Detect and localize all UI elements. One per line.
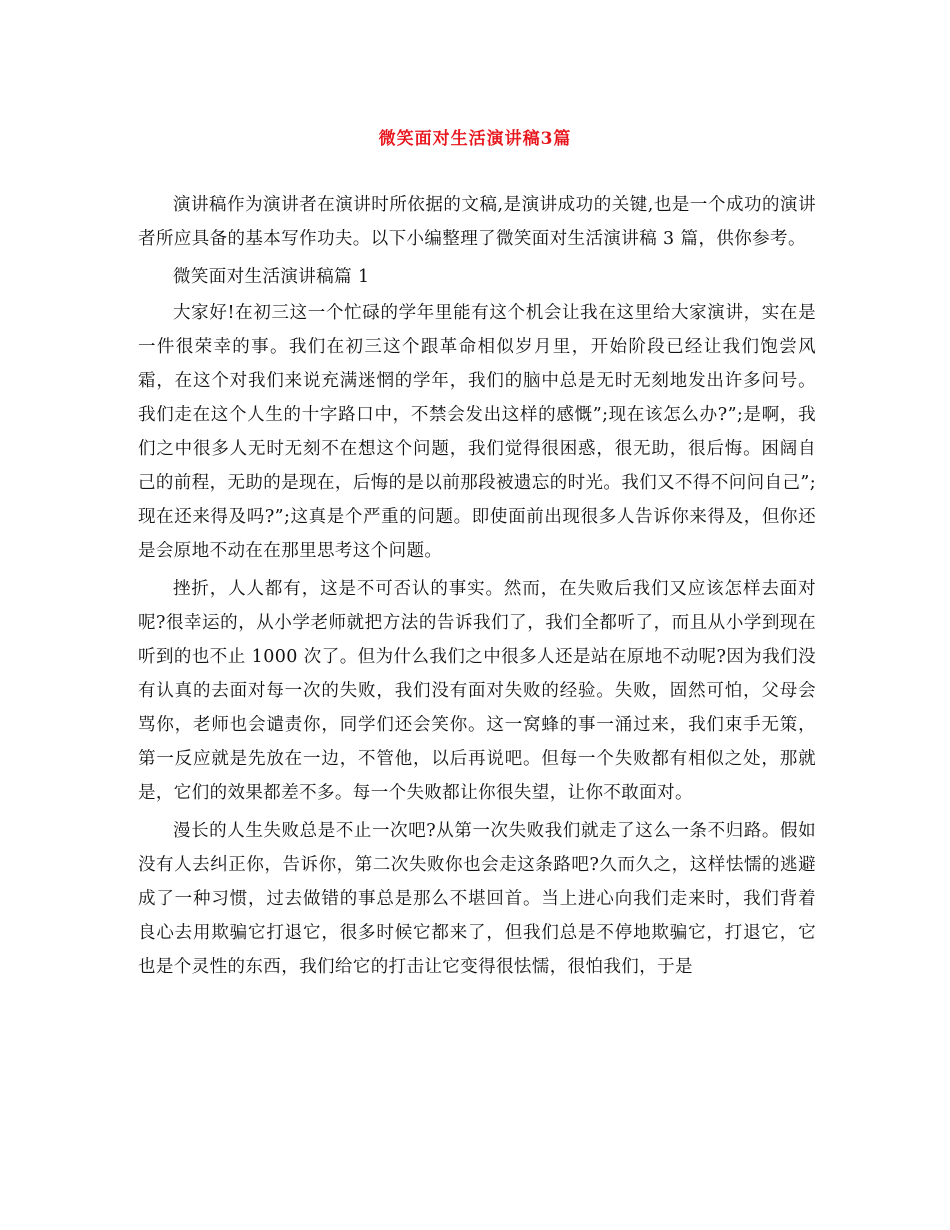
body-paragraph: 漫长的人生失败总是不止一次吧?从第一次失败我们就走了这么一条不归路。假如没有人去纠正你，告诉你，第二次失败你也会走这条路吧?久而久之，这样怯懦的逃避成了一种习惯，过去做错的事总是那么不堪回首。当上进心向我们走来时，我们背着良心去用欺骗它打退它，很多时候它都来了，但我们总是不停地欺骗它，打退它，它也是个灵性的东西，我们给它的打击让它变得很怯懦，很怕我们，于是: [138, 821, 816, 977]
body-paragraph: 大家好!在初三这一个忙碌的学年里能有这个机会让我在这里给大家演讲，实在是一件很荣幸的事。我们在初三这个跟革命相似岁月里，开始阶段已经让我们饱尝风霜，在这个对我们来说充满迷惘的学年，我们的脑中总是无时无刻地发出许多问号。我们走在这个人生的十字路口中，不禁会发出这样的感慨”;现在该怎么办?”;是啊，我们之中很多人无时无刻不在想这个问题，我们觉得很困惑，很无助，很后悔。困阔自己的前程，无助的是现在，后悔的是以前那段被遗忘的时光。我们又不得不问问自己”;现在还来得及吗?”;这真是个严重的问题。即使面前出现很多人告诉你来得及，但你还是会原地不动在在那里思考这个问题。: [138, 303, 816, 561]
section-heading: 微笑面对生活演讲稿篇 1: [173, 267, 370, 287]
document-title: 微笑面对生活演讲稿3篇: [378, 129, 572, 149]
document-body: [138, 188, 816, 988]
intro-paragraph: 演讲稿作为演讲者在演讲时所依据的文稿,是演讲成功的关键,也是一个成功的演讲者所应具备的基本写作功夫。以下小编整理了微笑面对生活演讲稿 3 篇，供你参考。: [138, 195, 816, 249]
body-paragraph: 挫折，人人都有，这是不可否认的事实。然而，在失败后我们又应该怎样去面对呢?很幸运的，从小学老师就把方法的告诉我们了，我们全都听了，而且从小学到现在听到的也不止 1000 次了。但为什么我们之中很多人还是站在原地不动呢?因为我们没有认真的去面对每一次的失败，我们没有面对失败的经验。失败，固然可怕，父母会骂你，老师也会谴责你，同学们还会笑你。这一窝蜂的事一涌过来，我们束手无策，第一反应就是先放在一边，不管他，以后再说吧。但每一个失败都有相似之处，那就是，它们的效果都差不多。每一个失败都让你很失望，让你不敢面对。: [138, 579, 816, 803]
